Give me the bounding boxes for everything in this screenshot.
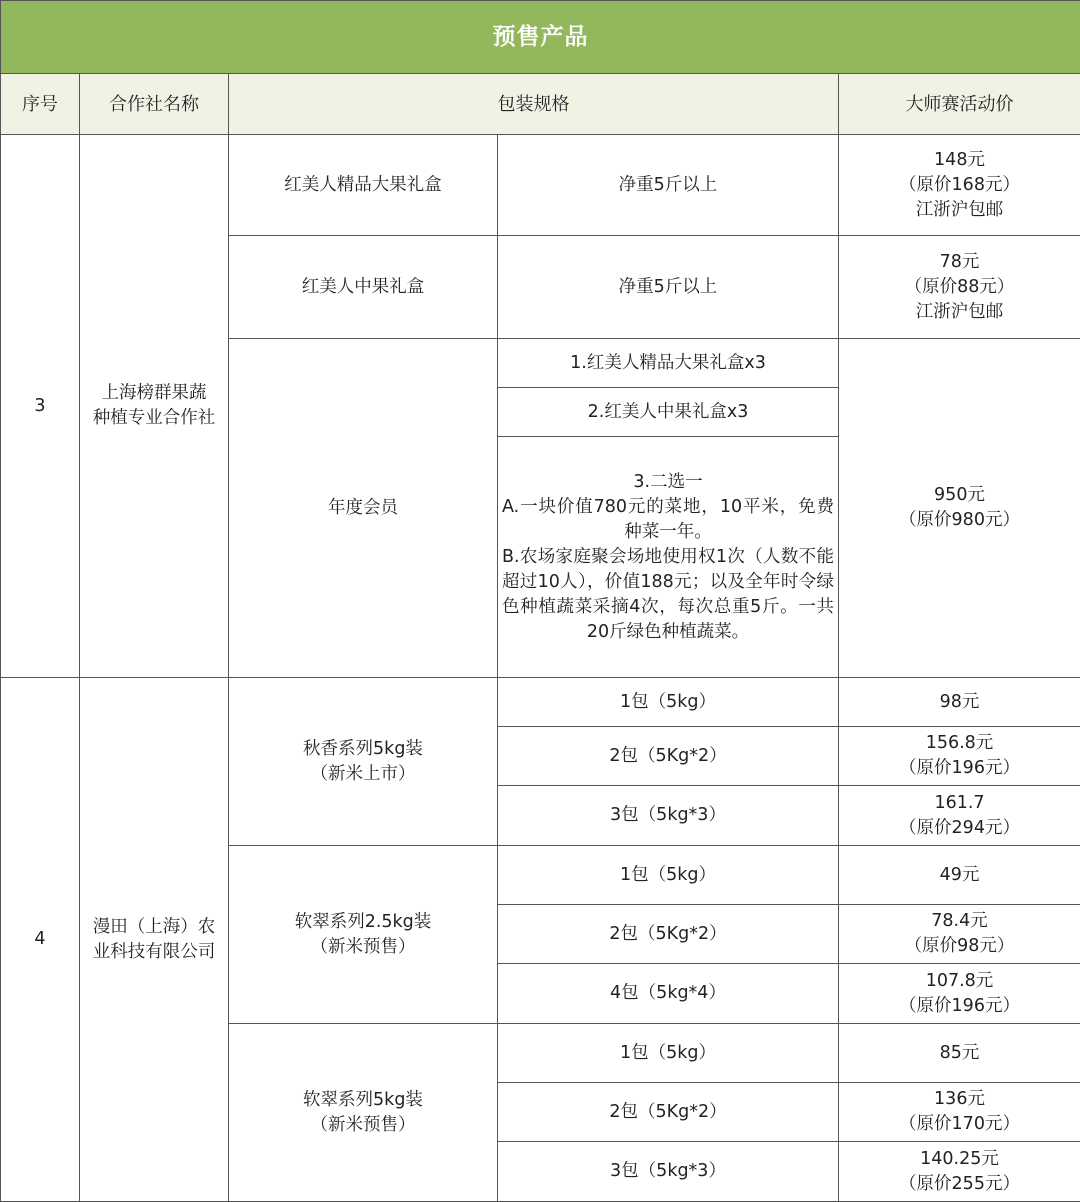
table-title: 预售产品: [1, 1, 1080, 74]
spec-cell: 1.红美人精品大果礼盒x3: [498, 339, 839, 388]
price-cell: 140.25元 （原价255元）: [839, 1142, 1080, 1202]
spec-cell: 3包（5kg*3）: [498, 1142, 839, 1202]
member-option-description: [498, 437, 839, 678]
product-cell: 红美人精品大果礼盒: [229, 135, 498, 236]
product-cell: 红美人中果礼盒: [229, 236, 498, 339]
price-cell: 136元 （原价170元）: [839, 1083, 1080, 1142]
spec-cell: 2包（5Kg*2）: [498, 1083, 839, 1142]
spec-cell: 2包（5Kg*2）: [498, 905, 839, 964]
header-pack: 包装规格: [229, 74, 839, 135]
spec-cell: 净重5斤以上: [498, 135, 839, 236]
product-cell: 年度会员: [229, 339, 498, 678]
price-cell: 156.8元 （原价196元）: [839, 727, 1080, 786]
spec-cell: 1包（5kg）: [498, 678, 839, 727]
header-seq: 序号: [1, 74, 80, 135]
price-cell: 950元 （原价980元）: [839, 339, 1080, 678]
price-cell: 78元 （原价88元） 江浙沪包邮: [839, 236, 1080, 339]
spec-cell: 2包（5Kg*2）: [498, 727, 839, 786]
option-title: 3.二选一: [502, 470, 834, 495]
product-cell: 软翠系列2.5kg装 （新米预售）: [229, 846, 498, 1024]
price-cell: 98元: [839, 678, 1080, 727]
price-cell: 107.8元 （原价196元）: [839, 964, 1080, 1024]
coop-name-cell: 上海榜群果蔬 种植专业合作社: [80, 135, 229, 678]
table-row: [1, 678, 1080, 727]
spec-cell: 2.红美人中果礼盒x3: [498, 388, 839, 437]
header-price: 大师赛活动价: [839, 74, 1080, 135]
option-a-text: A.一块价值780元的菜地，10平米，免费种菜一年。: [502, 495, 834, 545]
price-cell: 49元: [839, 846, 1080, 905]
table-row: [1, 135, 1080, 236]
spec-cell: 净重5斤以上: [498, 236, 839, 339]
spec-cell: 1包（5kg）: [498, 846, 839, 905]
spec-cell: 4包（5kg*4）: [498, 964, 839, 1024]
header-row: [1, 74, 1080, 135]
price-cell: 78.4元 （原价98元）: [839, 905, 1080, 964]
price-cell: 148元 （原价168元） 江浙沪包邮: [839, 135, 1080, 236]
spec-cell: 1包（5kg）: [498, 1024, 839, 1083]
price-cell: 161.7 （原价294元）: [839, 786, 1080, 846]
coop-name-cell: 漫田（上海）农 业科技有限公司: [80, 678, 229, 1202]
product-cell: 软翠系列5kg装 （新米预售）: [229, 1024, 498, 1202]
spec-cell: 3包（5kg*3）: [498, 786, 839, 846]
title-row: [1, 1, 1080, 74]
price-cell: 85元: [839, 1024, 1080, 1083]
seq-cell: 3: [1, 135, 80, 678]
seq-cell: 4: [1, 678, 80, 1202]
product-cell: 秋香系列5kg装 （新米上市）: [229, 678, 498, 846]
header-coop: 合作社名称: [80, 74, 229, 135]
option-b-text: B.农场家庭聚会场地使用权1次（人数不能超过10人），价值188元；以及全年时令绿色种植蔬菜采摘4次，每次总重5斤。一共20斤绿色种植蔬菜。: [502, 545, 834, 645]
